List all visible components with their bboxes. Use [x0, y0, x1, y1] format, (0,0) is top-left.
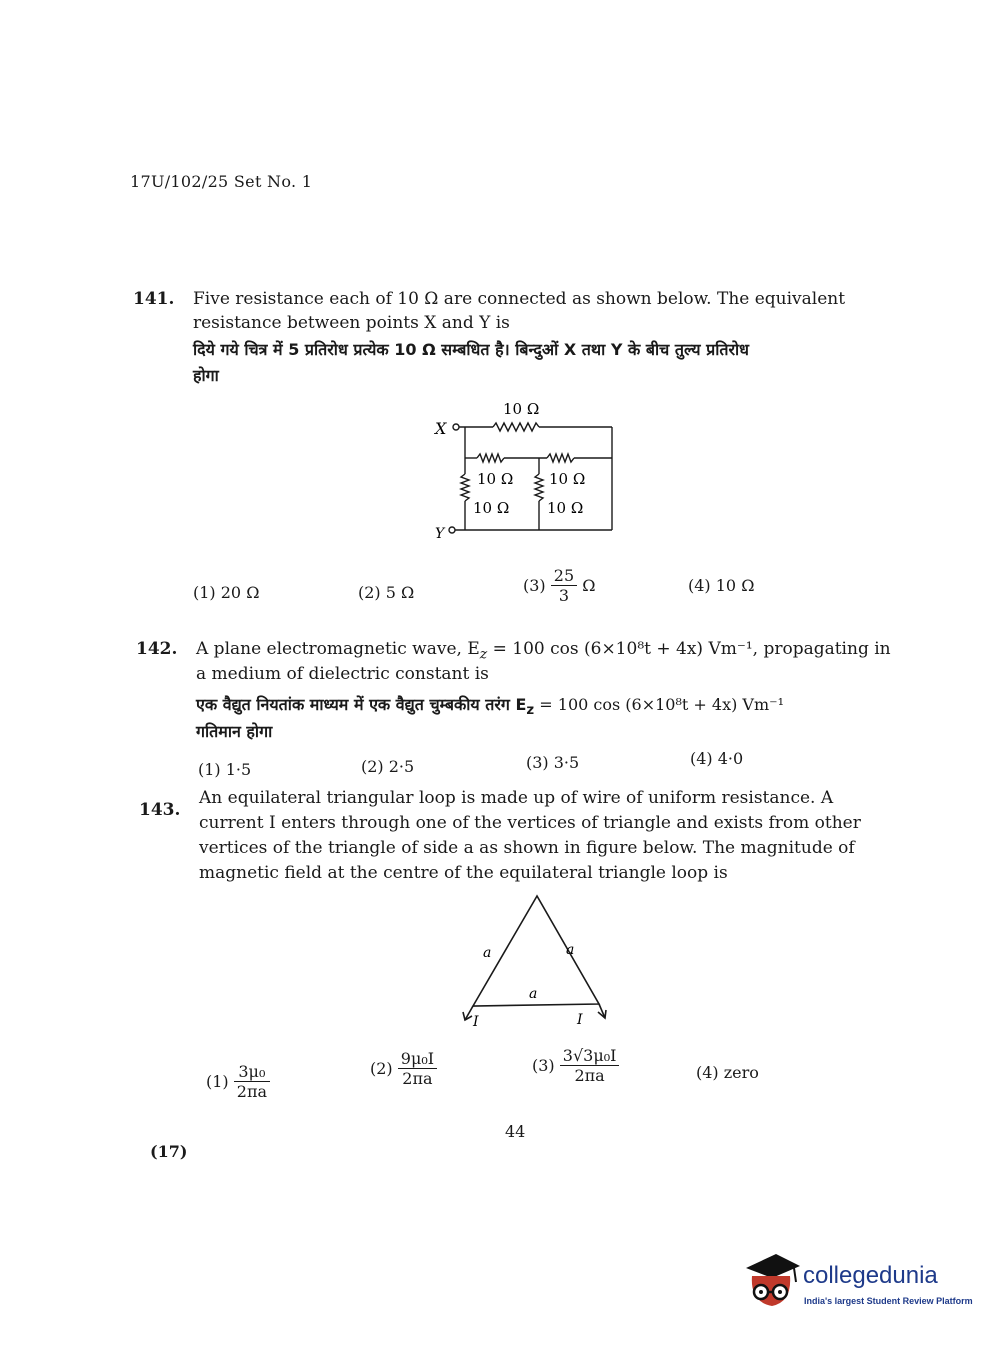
fraction-numerator: 25	[551, 566, 577, 586]
q143-option-1	[206, 1062, 270, 1101]
q143-option-4: (4) zero	[696, 1063, 759, 1082]
q142-option-4: (4) 4·0	[690, 749, 744, 768]
question-142-text-2: a medium of dielectric constant is	[196, 664, 489, 684]
q141-option-2: (2) 5 Ω	[358, 583, 415, 602]
q142-hindi-sub: z	[526, 703, 535, 719]
resistor-low-right	[535, 474, 543, 501]
terminal-y	[449, 527, 455, 533]
q142-hindi-eq: = 100 cos (6×10⁸t + 4x) Vm⁻¹	[534, 695, 785, 714]
label-r-mid-left: 10 Ω	[477, 470, 514, 488]
label-current-right: I	[577, 1012, 583, 1028]
label-current-left: I	[473, 1014, 479, 1030]
q142-option-3: (3) 3·5	[526, 753, 580, 772]
q141-option-4: (4) 10 Ω	[688, 576, 755, 595]
q141-option-3	[523, 566, 595, 605]
circuit-diagram	[425, 392, 625, 547]
logo-name: collegedunia	[803, 1262, 938, 1289]
label-r-low-left: 10 Ω	[473, 499, 510, 517]
q142-option-1: (1) 1·5	[198, 760, 252, 779]
logo-tagline: India's largest Student Review Platform	[804, 1296, 973, 1306]
question-141-hindi-2: होगा	[193, 366, 219, 385]
q142-text-start: A plane electromagnetic wave, E	[196, 639, 480, 659]
q142-text-sub: z	[479, 646, 488, 663]
question-143-text-4: magnetic field at the centre of the equilateral triangle loop is	[199, 863, 728, 883]
q142-option-2: (2) 2·5	[361, 757, 415, 776]
q143-option-2-label: (2)	[370, 1059, 393, 1078]
terminal-x	[453, 424, 459, 430]
question-143-text-2: current I enters through one of the vertices of triangle and exists from other	[199, 813, 861, 833]
q141-option-3-fraction	[551, 566, 577, 605]
label-side-base: a	[529, 986, 538, 1002]
page-number: 44	[505, 1122, 526, 1141]
q143-option-2	[370, 1049, 437, 1088]
q141-option-3-unit: Ω	[582, 576, 596, 595]
fraction-denominator: 2πa	[574, 1066, 605, 1085]
label-y: Y	[435, 526, 445, 542]
label-r-low-right: 10 Ω	[547, 499, 584, 517]
q141-option-1: (1) 20 Ω	[193, 583, 260, 602]
q143-option-3-fraction	[560, 1046, 620, 1085]
question-142-hindi-2: गतिमान होगा	[196, 722, 273, 741]
question-142-hindi-1	[196, 693, 784, 723]
fraction-numerator: 3μ₀	[234, 1062, 270, 1082]
label-side-right: a	[566, 942, 575, 958]
q143-option-2-fraction	[398, 1049, 437, 1088]
fraction-denominator: 2πa	[236, 1082, 267, 1101]
footer-mark: (17)	[150, 1142, 188, 1161]
resistor-mid-right	[547, 454, 574, 462]
label-r-top: 10 Ω	[503, 400, 540, 418]
q142-hindi-start: एक वैद्युत नियतांक माध्यम में एक वैद्युत चुम्बकीय तरंग E	[196, 695, 527, 714]
question-141-text-2: resistance between points X and Y is	[193, 313, 510, 333]
q143-option-3	[532, 1046, 619, 1085]
question-143-text-1: An equilateral triangular loop is made up of wire of uniform resistance. A	[199, 788, 834, 808]
q143-option-3-label: (3)	[532, 1056, 555, 1075]
fraction-numerator: 3√3μ₀I	[560, 1046, 620, 1066]
fraction-numerator: 9μ₀I	[398, 1049, 437, 1069]
question-141-number: 141.	[133, 289, 175, 309]
label-x: X	[435, 419, 447, 438]
resistor-top	[493, 423, 539, 431]
collegedunia-logo-icon	[742, 1250, 802, 1312]
graduation-cap-icon	[746, 1254, 800, 1278]
label-r-mid-right: 10 Ω	[549, 470, 586, 488]
label-side-left: a	[483, 945, 492, 961]
question-143-text-3: vertices of the triangle of side a as shown in figure below. The magnitude of	[199, 838, 855, 858]
resistor-low-left	[461, 474, 469, 501]
question-143-number: 143.	[139, 800, 181, 820]
triangle-loop-diagram	[455, 886, 615, 1036]
question-142-number: 142.	[136, 639, 178, 659]
fraction-denominator: 2πa	[402, 1069, 433, 1088]
question-141-hindi-1: दिये गये चित्र में 5 प्रतिरोध प्रत्येक 10 Ω सम्बधित है। बिन्दुओं X तथा Y के बीच तुल्य प्रतिरोध	[193, 340, 750, 359]
exam-code: 17U/102/25 Set No. 1	[130, 172, 313, 191]
q143-option-1-label: (1)	[206, 1072, 229, 1091]
q141-option-3-label: (3)	[523, 576, 546, 595]
fraction-denominator: 3	[558, 586, 570, 605]
q142-text-eq: = 100 cos (6×10⁸t + 4x) Vm⁻¹, propagating in	[487, 639, 891, 659]
resistor-mid-left	[477, 454, 504, 462]
question-141-text-1: Five resistance each of 10 Ω are connected as shown below. The equivalent	[193, 289, 846, 309]
q143-option-1-fraction	[234, 1062, 270, 1101]
